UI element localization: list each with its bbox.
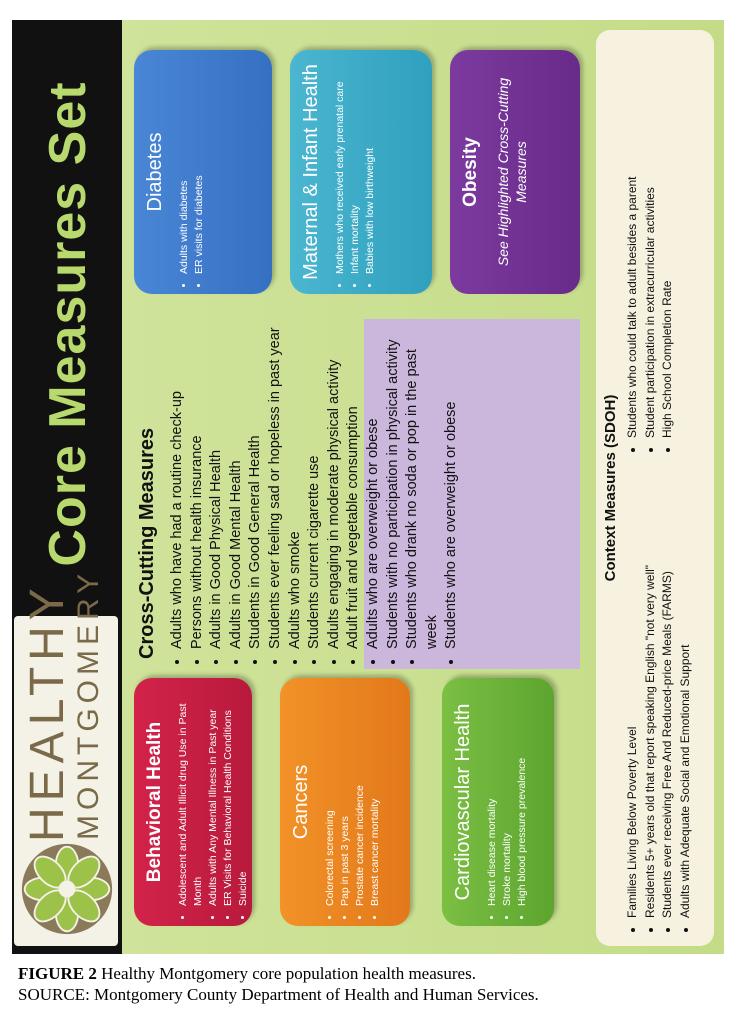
flower-logo-icon	[20, 842, 114, 936]
cross-cutting-section	[132, 309, 572, 669]
list-item: • Adults who have had a routine check-up	[168, 319, 188, 649]
cancers-box	[280, 678, 410, 926]
list-item: • Students who drank no soda or pop in the past week	[403, 319, 442, 649]
list-item: • Adults engaging in moderate physical activity	[325, 319, 345, 649]
list-item: • Persons without health insurance	[188, 319, 208, 649]
caption-text: Healthy Montgomery core population health measures.	[96, 964, 476, 983]
maternal-infant-health-box	[290, 50, 432, 294]
list-item: • Students ever feeling sad or hopeless in past year	[266, 319, 286, 649]
list-item: • Adults who smoke	[286, 319, 306, 649]
obesity-heading: Obesity	[460, 137, 481, 207]
context-measures-box	[596, 30, 714, 946]
context-list-left	[624, 448, 694, 936]
list-item: • Heart disease mortality	[485, 684, 500, 906]
obesity-box	[450, 50, 580, 294]
list-item: • Pap in past 3 years	[338, 684, 353, 906]
list-item: • Students who are overweight or obese	[442, 319, 462, 649]
list-item: • Residents 5+ years old that report speaking English "not very well"	[642, 448, 660, 918]
list-item: • Babies with low birthweight	[363, 56, 378, 274]
list-item: • High blood pressure prevalence	[515, 684, 530, 906]
figure-caption	[18, 963, 733, 1005]
list-item: • Adults in Good Mental Health	[227, 319, 247, 649]
list-item: • Students ever receiving Free And Reduced-price Meals (FARMS)	[659, 448, 677, 918]
logo-montgomery-text: MONTGOMERY	[72, 568, 105, 840]
list-item: • Suicide	[236, 684, 251, 906]
list-item: • Adults with diabetes	[177, 56, 192, 274]
cross-cutting-list	[168, 319, 462, 669]
list-item: • Prostate cancer incidence	[353, 684, 368, 906]
list-item: • Students in Good General Health	[246, 319, 266, 649]
diabetes-list	[177, 50, 207, 294]
list-item: • Colorectal screening	[323, 684, 338, 906]
diabetes-heading: Diabetes	[144, 132, 166, 212]
list-item: • Families Living Below Poverty Level	[624, 448, 642, 918]
list-item: • ER Visits for Behavioral Health Conditions	[221, 684, 236, 906]
list-item: • Students current cigarette use	[305, 319, 325, 649]
list-item: • Mothers who received early prenatal care	[333, 56, 348, 274]
list-item: • Infant mortality	[348, 56, 363, 274]
caption-line	[18, 963, 733, 984]
behavioral-list	[176, 678, 251, 926]
list-item: • Student participation in extracurricular activities	[642, 18, 660, 438]
behavioral-health-box	[134, 678, 252, 926]
list-item: • Adolescent and Adult Illicit drug Use in Past Month	[176, 684, 206, 906]
list-item: • Students with no participation in physical activity	[384, 319, 404, 649]
page-title: Core Measures Set	[39, 81, 97, 567]
cardio-list	[485, 678, 530, 926]
cross-cutting-heading: Cross-Cutting Measures	[136, 427, 158, 659]
list-item: • Stroke mortality	[500, 684, 515, 906]
cardiovascular-health-box	[442, 678, 554, 926]
cancers-list	[323, 678, 383, 926]
list-item: • Adults with Any Mental Illness in Past year	[206, 684, 221, 906]
cancers-heading: Cancers	[290, 764, 312, 840]
behavioral-heading: Behavioral Health	[144, 721, 165, 883]
healthy-montgomery-logo	[14, 568, 118, 946]
figure-label: FIGURE 2	[18, 964, 97, 983]
core-measures-poster	[12, 20, 724, 954]
context-heading: Context Measures (SDOH)	[602, 394, 619, 582]
list-item: • Adult fruit and vegetable consumption	[344, 319, 364, 649]
maternal-list	[333, 50, 378, 294]
list-item: • Adults with Adequate Social and Emotional Support	[677, 448, 695, 918]
maternal-heading: Maternal & Infant Health	[300, 64, 322, 280]
list-item: • ER visits for diabetes	[192, 56, 207, 274]
list-item: • Adults who are overweight or obese	[364, 319, 384, 649]
list-item: • High School Completion Rate	[659, 18, 677, 438]
list-item: • Adults in Good Physical Health	[207, 319, 227, 649]
caption-source: SOURCE: Montgomery County Department of Health and Human Services.	[18, 985, 539, 1004]
cardio-heading: Cardiovascular Health	[452, 703, 474, 901]
obesity-note: See Highlighted Cross-Cutting Measures	[495, 77, 529, 267]
logo-healthy-text: HEALTHY	[21, 582, 74, 842]
list-item: • Students who could talk to adult besides a parent	[624, 18, 642, 438]
diabetes-box	[134, 50, 272, 294]
context-list-right	[624, 18, 677, 456]
list-item: • Breast cancer mortality	[368, 684, 383, 906]
